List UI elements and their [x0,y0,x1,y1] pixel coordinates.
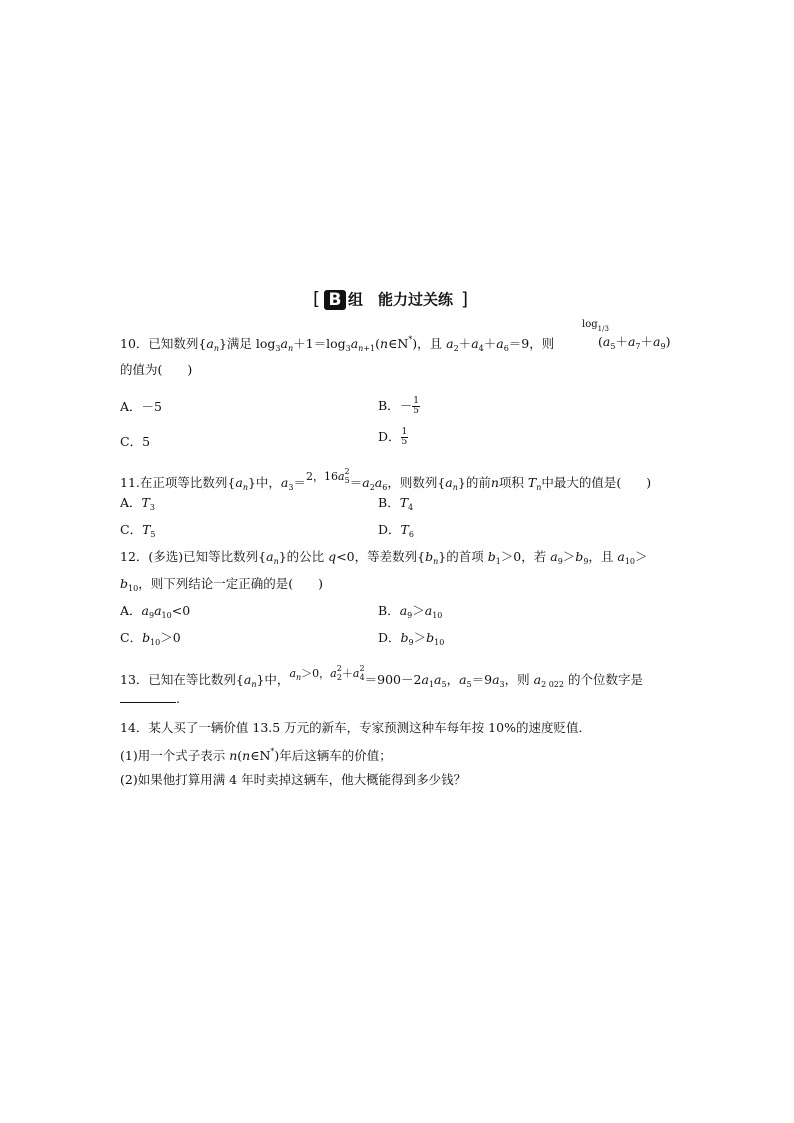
q12-text: }的公比 [278,549,329,564]
q11-text: 中最大的值是( ) [541,475,652,490]
option-label: C． [120,522,143,537]
q14-text: ∈N [250,748,271,763]
q13-text: ＝900－2 [364,672,422,687]
q12-text: (多选)已知等比数列{ [148,549,267,564]
question-number: 12． [120,549,149,564]
q14-part1: (1)用一个式子表示 n(n∈N*)年后这辆车的价值； [120,747,392,763]
q11-text: ＝ [349,475,363,490]
q10-option-d [378,428,408,447]
q13-text: 已知在等比数列{ [148,672,244,687]
q10-text: ＋1＝log [293,336,346,351]
q10-text: ( [598,334,603,349]
q12-option-d: D．$b_9>b_{10}$ [378,630,445,647]
section-title: 组 能力过关练 [348,290,454,309]
option-fraction [401,428,409,447]
option-label: D． [378,429,401,444]
q12-text: <0，等差数列{ [336,549,426,564]
q10-option-a [120,401,162,414]
question-number: 13． [120,672,149,687]
q10-option-c [120,436,150,449]
q10-log-argument: $(a_5+a_7+a_9)$ [598,334,671,351]
q11-option-d: D．$T_6$ [378,522,414,539]
q10-text: ＋ [458,336,472,351]
q11-text: }中， [247,475,281,490]
q11-option-c: C．$T_5$ [120,522,156,539]
q13-text: 的个位数字是 [563,672,643,687]
fraction-num: 1 [401,427,408,437]
q10-text: ＝9，则 [508,336,555,351]
option-label: B． [378,603,400,618]
q11-text: 在正项等比数列{ [139,475,236,490]
q11-text: ＝ [293,475,306,490]
question-10-line1: 10．已知数列$\{a_n\}$满足 $\log_3a_n+1=\log_3a_{n+1}(n\in N^*)$，且 $a_2+a_4+a_6=9$，则 [120,335,555,353]
q13-text: . [176,691,180,706]
option-label: C． [120,434,143,449]
option-label: A． [120,399,142,414]
q10-text: ( [375,336,380,351]
bracket-close: ] [461,288,469,310]
q12-text: ＞ [562,549,576,564]
option-label: D． [378,522,401,537]
question-14-line1 [120,722,591,735]
q10-text: 已知数列{ [148,336,207,351]
q14-part2: (2)如果他打算用满 4 年时卖掉这辆车，他大概能得到多少钱？ [120,772,467,787]
q10-text: ＋ [615,334,628,349]
q13-text: ＝9 [471,672,493,687]
subscript-2022: 2 022 [541,680,564,689]
answer-blank[interactable] [120,692,176,703]
option-relation: ＞0 [160,630,181,645]
q10-option-b [378,397,420,416]
q11-text: 项积 [498,475,528,490]
q13-text: ，则 [504,672,534,687]
option-label: B． [378,495,400,510]
q14-text: 某人买了一辆价值 13.5 万元的新车，专家预测这种车每年按 10%的速度贬值． [148,720,591,735]
q12-option-a: A．$a_9a_{10}<0$ [120,603,191,620]
option-label: A． [120,495,142,510]
group-letter-badge: B [324,290,346,310]
fraction-den: 5 [413,406,419,416]
q11-option-b: B．$T_4$ [378,495,414,512]
option-label: A． [120,603,142,618]
q14-text: )年后这辆车的价值； [274,748,392,763]
question-12-line2: $b_{10}$，则下列结论一定正确的是( ) [120,576,323,593]
log-base-num: 1 [597,325,603,333]
q10-log-raised: $\log_{1/3}$ [582,319,609,333]
q12-text: }的首项 [438,549,488,564]
q13-text: }中， [256,672,290,687]
log-word: log [582,319,598,330]
option-sign: － [399,398,413,413]
q12-text: ＞0，若 [500,549,551,564]
question-number: 10． [120,336,149,351]
fraction-den: 5 [401,437,408,447]
q10-line2: 的值为( ) [120,362,193,377]
q12-text: ，则下列结论一定正确的是( ) [138,576,323,591]
question-12-line1: 12．(多选)已知等比数列$\{a_n\}$的公比 q<0，等差数列$\{b_n\}$的首项 $b_1>0$，若 $a_9>b_9$，且 $a_{10}>$ [120,549,648,566]
question-number: 14． [120,720,149,735]
q10-text: ＋ [640,334,654,349]
fraction-num: 1 [413,396,419,406]
q11-raised: 2，16 [305,470,338,483]
bracket-open: [ [313,288,321,310]
question-number: 11. [120,475,140,490]
question-13-line1: 13．已知在等比数列$\{a_n\}$中，$a_n>0$，$a^2_2+a^2_4=900-2a_1a_5$，$a_5=9a_3$，则 $a_{2 022}$ 的个位数字是 [120,664,643,689]
option-relation: ＞ [413,630,427,645]
option-label: D． [378,630,401,645]
q14-text: (1)用一个式子表示 [120,748,230,763]
q10-text: )，且 [412,336,447,351]
q10-text: ) [665,334,671,349]
option-value: －5 [141,399,162,414]
q12-text: ，且 [588,549,618,564]
q12-option-c: C．$b_{10}>0$ [120,630,181,647]
q11-text: }的前 [457,475,491,490]
option-value: 5 [142,434,151,449]
q12-text: ＞ [635,549,648,564]
q13-text: ＋ [341,667,353,680]
option-fraction [412,397,420,416]
q13-text: ， [446,672,460,687]
q11-text: ，则数列{ [387,475,446,490]
option-relation: ＞ [412,603,425,618]
section-heading [313,290,468,310]
option-label: B． [378,398,400,413]
q12-option-b: B．$a_9>a_{10}$ [378,603,443,620]
q10-text: ∈N [388,336,409,351]
q13-raised: ＞0， [301,667,331,680]
question-11-line1: 11.在正项等比数列$\{a_n\}$中，$a_3=2$，$16a^2_5=a_2a_6$，则数列$\{a_n\}$的前n项积 $T_n$中最大的值是( ) [120,467,652,492]
log-base-den: 3 [604,325,609,333]
q10-text: }满足 log [218,336,276,351]
q14-text: ( [237,748,243,763]
q10-text: ＋ [483,336,497,351]
q11-option-a: A．$T_3$ [120,495,155,512]
option-label: C． [120,630,143,645]
option-relation: <0 [171,603,191,618]
q13-answer-blank-line [120,692,180,706]
